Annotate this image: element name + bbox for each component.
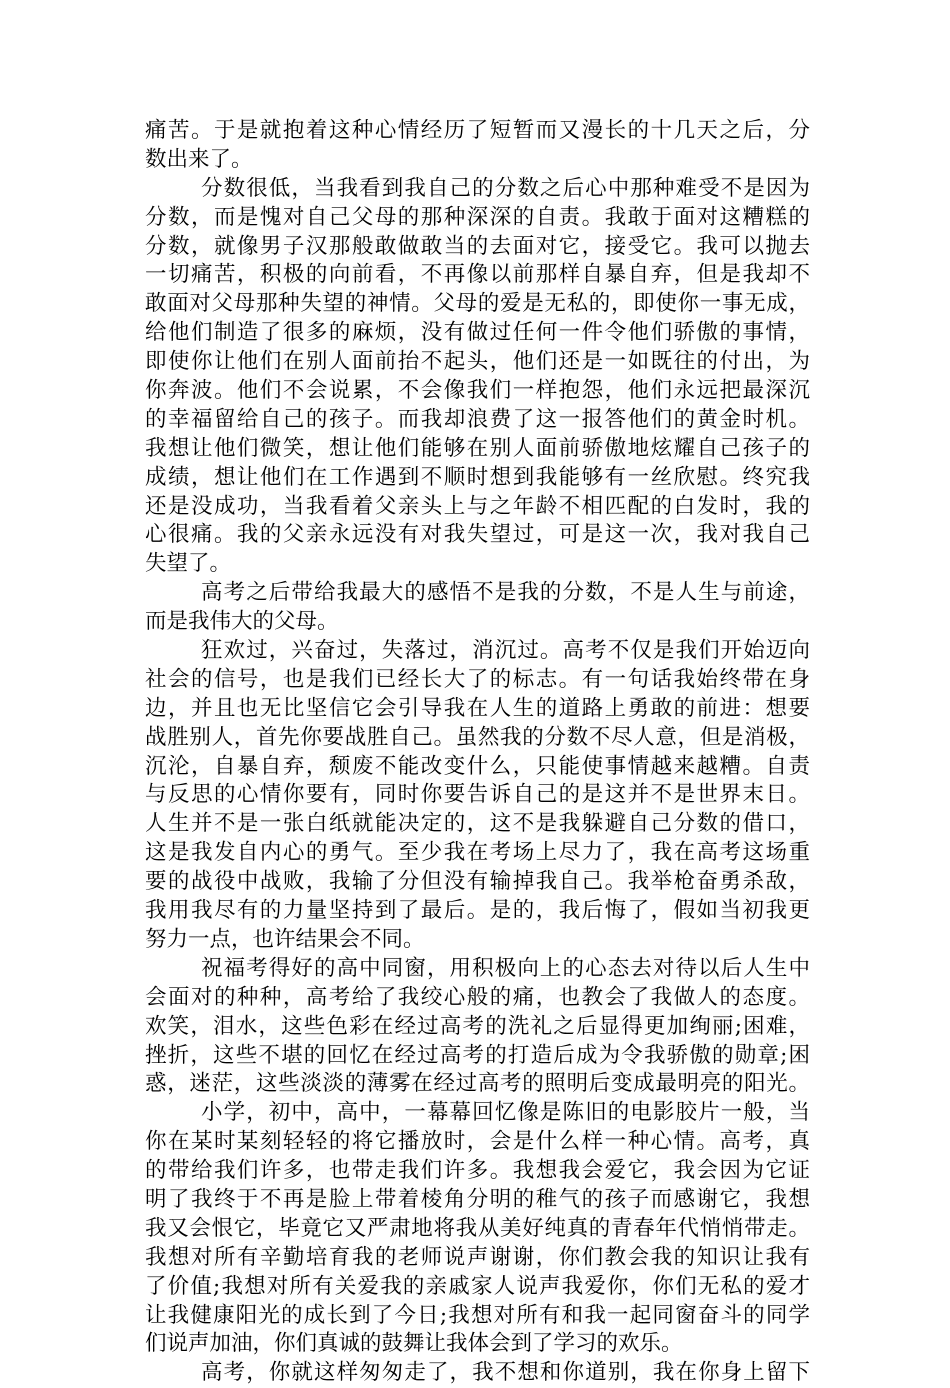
- text-line: 这是我发自内心的勇气。至少我在考场上尽力了，我在高考这场重: [145, 840, 810, 866]
- text-line: 惑，迷茫，这些淡淡的薄雾在经过高考的照明后变成最明亮的阳光。: [145, 1071, 810, 1097]
- text-line: 的幸福留给自己的孩子。而我却浪费了这一报答他们的黄金时机。: [145, 406, 810, 432]
- text-line: 让我健康阳光的成长到了今日;我想对所有和我一起同窗奋斗的同学: [145, 1302, 810, 1328]
- text-line: 要的战役中战败，我输了分但没有输掉我自己。我举枪奋勇杀敌，: [145, 869, 810, 895]
- text-line: 社会的信号，也是我们已经长大了的标志。有一句话我始终带在身: [145, 666, 810, 692]
- document-body: [145, 117, 810, 1388]
- text-line: 我用我尽有的力量坚持到了最后。是的，我后悔了，假如当初我更: [145, 898, 810, 924]
- text-line: 你奔波。他们不会说累，不会像我们一样抱怨，他们永远把最深沉: [145, 378, 810, 404]
- text-line: 心很痛。我的父亲永远没有对我失望过，可是这一次，我对我自己: [145, 522, 810, 548]
- text-line: 明了我终于不再是脸上带着棱角分明的稚气的孩子而感谢它，我想: [145, 1186, 810, 1212]
- text-line: 而是我伟大的父母。: [145, 609, 339, 635]
- text-line: 沉沦，自暴自弃，颓废不能改变什么，只能使事情越来越糟。自责: [145, 753, 810, 779]
- text-line: 给他们制造了很多的麻烦，没有做过任何一件令他们骄傲的事情，: [145, 320, 810, 346]
- text-line: 痛苦。于是就抱着这种心情经历了短暂而又漫长的十几天之后，分: [145, 118, 810, 143]
- text-line: 欢笑，泪水，这些色彩在经过高考的洗礼之后显得更加绚丽;困难，: [145, 1013, 810, 1039]
- text-line: 人生并不是一张白纸就能决定的，这不是我躲避自己分数的借口，: [145, 811, 810, 837]
- text-line: 分数很低，当我看到我自己的分数之后心中那种难受不是因为: [201, 175, 810, 201]
- text-line: 敢面对父母那种失望的神情。父母的爱是无私的，即使你一事无成，: [145, 291, 810, 317]
- text-line: 你在某时某刻轻轻的将它播放时，会是什么样一种心情。高考，真: [145, 1129, 810, 1155]
- text-line: 我又会恨它，毕竟它又严肃地将我从美好纯真的青春年代悄悄带走。: [145, 1215, 810, 1241]
- text-line: 还是没成功，当我看着父亲头上与之年龄不相匹配的白发时，我的: [145, 493, 810, 519]
- text-line: 边，并且也无比坚信它会引导我在人生的道路上勇敢的前进：想要: [145, 695, 810, 721]
- text-line: 失望了。: [145, 551, 232, 577]
- text-line: 数出来了。: [145, 146, 253, 172]
- text-line: 与反思的心情你要有，同时你要告诉自己的是这并不是世界末日。: [145, 782, 810, 808]
- text-line: 即使你让他们在别人面前抬不起头，他们还是一如既往的付出，为: [145, 349, 810, 375]
- text-line: 挫折，这些不堪的回忆在经过高考的打造后成为令我骄傲的勋章;困: [145, 1042, 810, 1068]
- text-line: 小学，初中，高中，一幕幕回忆像是陈旧的电影胶片一般，当: [201, 1100, 810, 1126]
- text-line: 们说声加油，你们真诚的鼓舞让我体会到了学习的欢乐。: [145, 1331, 683, 1357]
- text-line: 我想让他们微笑，想让他们能够在别人面前骄傲地炫耀自己孩子的: [145, 435, 810, 461]
- text-line: 了价值;我想对所有关爱我的亲戚家人说声我爱你，你们无私的爱才: [145, 1273, 810, 1299]
- text-line: 会面对的种种，高考给了我绞心般的痛，也教会了我做人的态度。: [145, 984, 810, 1010]
- text-line: 高考，你就这样匆匆走了，我不想和你道别，我在你身上留下: [201, 1360, 810, 1386]
- text-line: 分数，就像男子汉那般敢做敢当的去面对它，接受它。我可以抛去: [145, 233, 810, 259]
- text-line: 高考之后带给我最大的感悟不是我的分数，不是人生与前途，: [201, 580, 810, 606]
- text-line: 成绩，想让他们在工作遇到不顺时想到我能够有一丝欣慰。终究我: [145, 464, 810, 490]
- text-line: 祝福考得好的高中同窗，用积极向上的心态去对待以后人生中: [201, 955, 810, 981]
- text-line: 努力一点，也许结果会不同。: [145, 926, 425, 952]
- text-line: 一切痛苦，积极的向前看，不再像以前那样自暴自弃，但是我却不: [145, 262, 810, 288]
- text-line: 我想对所有辛勤培育我的老师说声谢谢，你们教会我的知识让我有: [145, 1244, 810, 1270]
- text-line: 战胜别人，首先你要战胜自己。虽然我的分数不尽人意，但是消极，: [145, 724, 810, 750]
- text-line: 的带给我们许多，也带走我们许多。我想我会爱它，我会因为它证: [145, 1158, 810, 1184]
- text-line: 分数，而是愧对自己父母的那种深深的自责。我敢于面对这糟糕的: [145, 204, 810, 230]
- text-line: 狂欢过，兴奋过，失落过，消沉过。高考不仅是我们开始迈向: [201, 638, 810, 664]
